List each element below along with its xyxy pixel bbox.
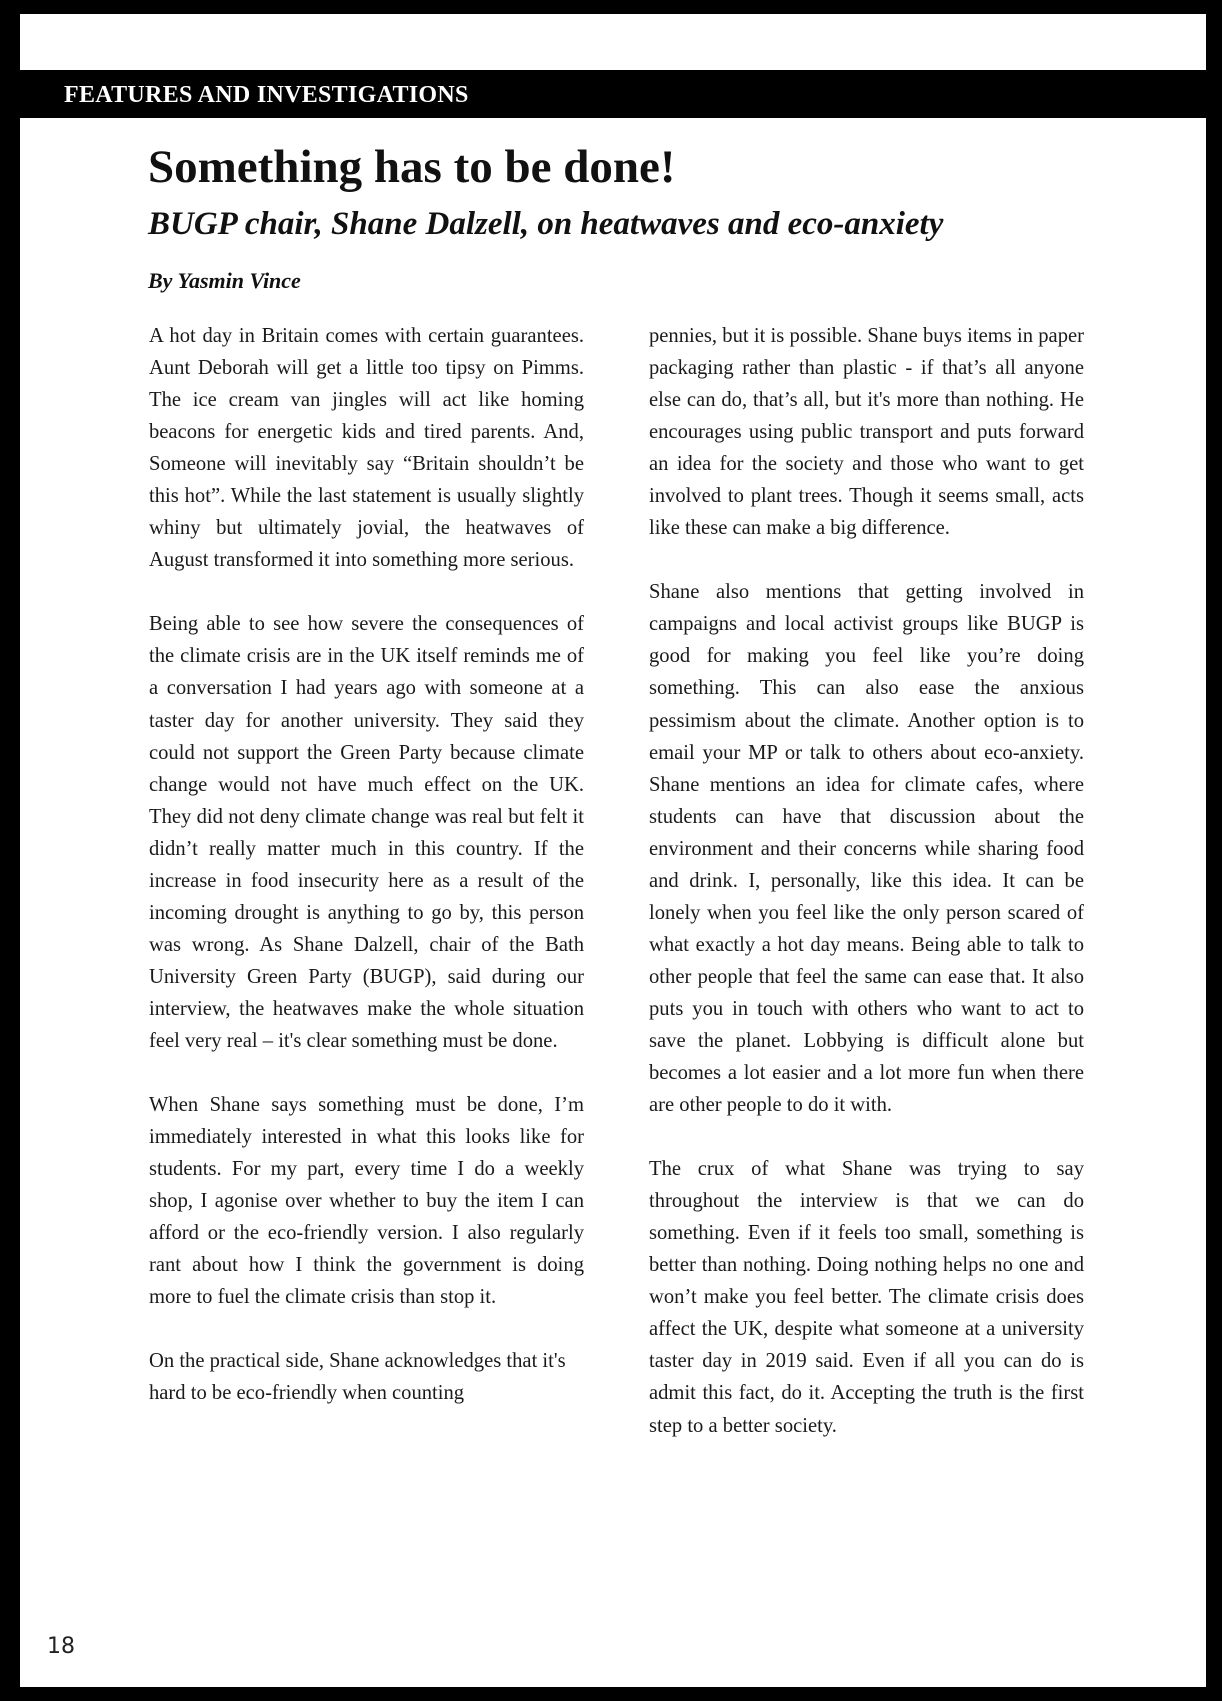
article-column-right xyxy=(649,320,1084,1442)
paragraph: Shane also mentions that getting involved in campaigns and local activist groups like BUGP is good for making you feel like you’re doing something. This can also ease the anxious pessimism about the climate. Another option is to email your MP or talk to others about eco-anxiety. Shane mentions an idea for climate cafes, where students can have that discussion about the environment and their concerns while sharing food and drink. I, personally, like this idea. It can be lonely when you feel like the only person scared of what exactly a hot day means. Being able to talk to other people that feel the same can ease that. It also puts you in touch with others who want to act to save the planet. Lobbying is difficult alone but becomes a lot easier and a lot more fun when there are other people to do it with. xyxy=(649,581,1084,1117)
article-column-left xyxy=(149,320,584,1409)
section-label: FEATURES AND INVESTIGATIONS xyxy=(64,82,469,108)
page-number: 18 xyxy=(47,1634,75,1659)
article-title: Something has to be done! xyxy=(148,141,676,193)
article-subtitle: BUGP chair, Shane Dalzell, on heatwaves and eco-anxiety xyxy=(148,206,944,242)
paragraph: A hot day in Britain comes with certain guarantees. Aunt Deborah will get a little too tipsy on Pimms. The ice cream van jingles will act like homing beacons for energetic kids and tired parents. And, Someone will inevitably say “Britain shouldn’t be this hot”. While the last statement is usually slightly whiny but ultimately jovial, the heatwaves of August transformed it into something more serious. xyxy=(149,325,584,572)
paragraph: On the practical side, Shane acknowledges that it's hard to be eco-friendly when counting xyxy=(149,1350,566,1405)
paragraph: pennies, but it is possible. Shane buys items in paper packaging rather than plastic - if that’s all anyone else can do, that’s all, but it's more than nothing. He encourages using public transport and puts forward an idea for the society and those who want to get involved to plant trees. Though it seems small, acts like these can make a big difference. xyxy=(649,325,1084,540)
paragraph: The crux of what Shane was trying to say throughout the interview is that we can do something. Even if it feels too small, something is better than nothing. Doing nothing helps no one and won’t make you feel better. The climate crisis does affect the UK, despite what someone at a university taster day in 2019 said. Even if all you can do is admit this fact, do it. Accepting the truth is the first step to a better society. xyxy=(649,1158,1084,1437)
paragraph: Being able to see how severe the consequences of the climate crisis are in the UK itself reminds me of a conversation I had years ago with someone at a taster day for another university. They said they could not support the Green Party because climate change would not have much effect on the UK. They did not deny climate change was real but felt it didn’t really matter much in this country. If the increase in food insecurity here as a result of the incoming drought is anything to go by, this person was wrong. As Shane Dalzell, chair of the Bath University Green Party (BUGP), said during our interview, the heatwaves make the whole situation feel very real – it's clear something must be done. xyxy=(149,613,584,1052)
paragraph: When Shane says something must be done, I’m immediately interested in what this looks like for students. For my part, every time I do a weekly shop, I agonise over whether to buy the item I can afford or the eco-friendly version. I also regularly rant about how I think the government is doing more to fuel the climate crisis than stop it. xyxy=(149,1094,584,1309)
article-byline: By Yasmin Vince xyxy=(148,268,301,293)
